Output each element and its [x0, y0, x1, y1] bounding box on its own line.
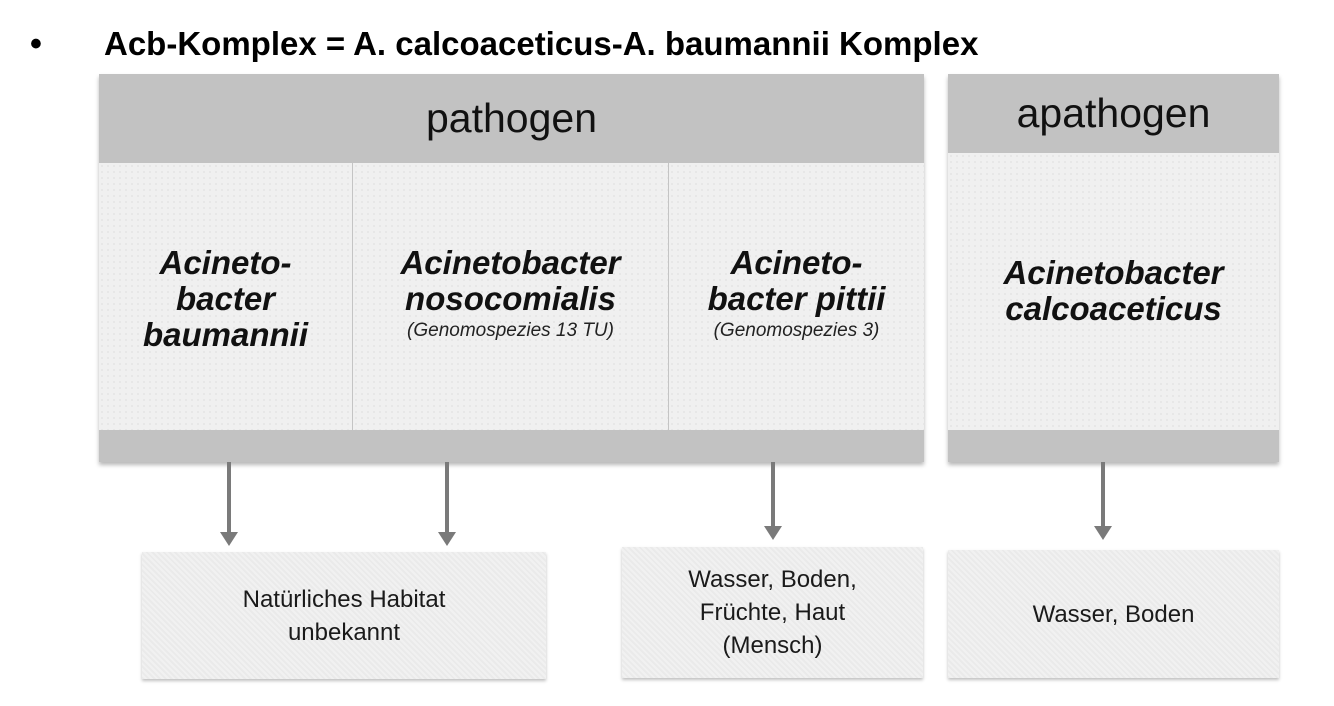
species-name: Acineto- bacter baumannii	[142, 244, 309, 353]
arrow-baumannii	[220, 462, 238, 548]
heading-bullet: •	[30, 25, 42, 63]
arrow-head	[438, 532, 456, 546]
species-name: Acineto- bacter pittii	[707, 244, 886, 317]
arrow-shaft	[1101, 462, 1105, 528]
genomospecies-label: (Genomospezies 3)	[713, 320, 880, 341]
pathogen-footer	[99, 430, 924, 462]
habitat-box-unknown: Natürliches Habitat unbekannt	[142, 552, 546, 679]
arrow-calcoaceticus	[1094, 462, 1112, 542]
apathogen-footer	[948, 430, 1279, 462]
arrow-head	[220, 532, 238, 546]
species-name: Acinetobacter nosocomialis	[400, 244, 621, 317]
pathogen-label: pathogen	[425, 95, 597, 141]
page-heading: Acb-Komplex = A. calcoaceticus-A. baumannii Komplex	[104, 25, 979, 62]
arrow-pittii	[764, 462, 782, 542]
species-cell-nosocomialis	[352, 163, 668, 430]
habitat-box-calcoaceticus: Wasser, Boden	[948, 550, 1279, 678]
apathogen-header	[948, 74, 1279, 153]
arrow-shaft	[227, 462, 231, 534]
species-cell-calcoaceticus	[948, 153, 1279, 430]
arrow-shaft	[445, 462, 449, 534]
apathogen-label: apathogen	[1016, 90, 1211, 136]
arrow-head	[764, 526, 782, 540]
arrow-head	[1094, 526, 1112, 540]
arrow-nosocomialis	[438, 462, 456, 548]
pathogen-header	[99, 74, 924, 163]
species-name: Acinetobacter calcoaceticus	[1003, 254, 1224, 327]
arrow-shaft	[771, 462, 775, 528]
genomospecies-label: (Genomospezies 13 TU)	[407, 320, 614, 341]
species-cell-pittii	[668, 163, 924, 430]
habitat-box-pittii: Wasser, Boden, Früchte, Haut (Mensch)	[622, 547, 923, 678]
species-cell-baumannii	[99, 163, 352, 430]
